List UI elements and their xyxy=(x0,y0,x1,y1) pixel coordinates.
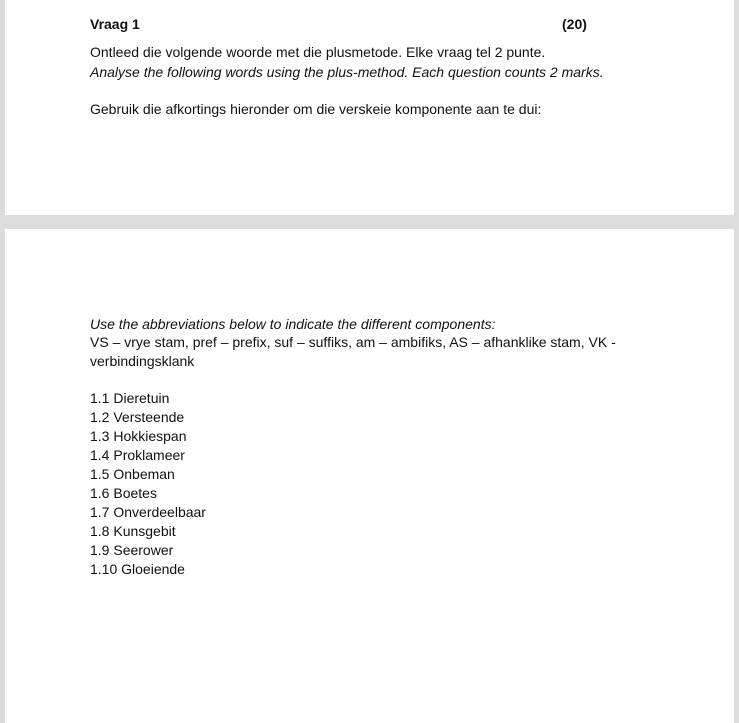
document-page-top xyxy=(5,0,734,215)
abbreviations-line-1: VS – vrye stam, pref – prefix, suf – suffiks, am – ambifiks, AS – afhanklike stam, VK - xyxy=(90,334,616,350)
abbreviations-line-2: verbindingsklank xyxy=(90,353,195,369)
list-item: 1.3 Hokkiespan xyxy=(90,428,187,444)
list-item: 1.1 Dieretuin xyxy=(90,390,170,406)
list-item: 1.2 Versteende xyxy=(90,409,185,425)
question-title: Vraag 1 xyxy=(90,16,140,32)
list-item: 1.6 Boetes xyxy=(90,485,157,501)
abbreviations-intro-afrikaans: Gebruik die afkortings hieronder om die verskeie komponente aan te dui: xyxy=(90,101,542,117)
instruction-english: Analyse the following words using the plus-method. Each question counts 2 marks. xyxy=(90,64,604,80)
document-page-bottom xyxy=(5,229,734,723)
list-item: 1.7 Onverdeelbaar xyxy=(90,504,206,520)
word-list xyxy=(90,389,206,579)
question-marks: (20) xyxy=(562,16,587,32)
list-item: 1.4 Proklameer xyxy=(90,447,185,463)
instruction-afrikaans: Ontleed die volgende woorde met die plusmetode. Elke vraag tel 2 punte. xyxy=(90,44,546,60)
abbreviations-intro-english: Use the abbreviations below to indicate the different components: xyxy=(90,316,496,332)
list-item: 1.9 Seerower xyxy=(90,542,174,558)
list-item: 1.5 Onbeman xyxy=(90,466,175,482)
list-item: 1.10 Gloeiende xyxy=(90,561,185,577)
list-item: 1.8 Kunsgebit xyxy=(90,523,176,539)
